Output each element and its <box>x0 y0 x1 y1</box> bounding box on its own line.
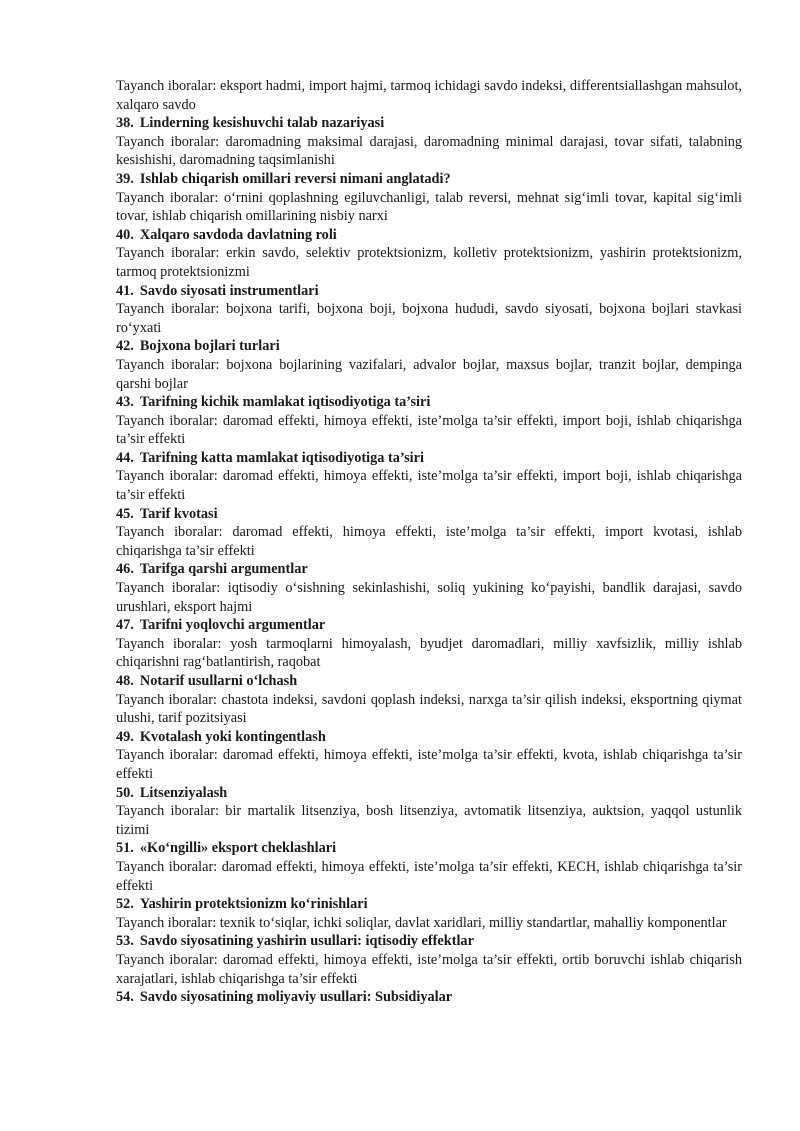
section-keywords: Tayanch iboralar: yosh tarmoqlarni himoyalash, byudjet daromadlari, milliy xavfsizlik, milliy ishlab chiqarishni rag‘batlantirish, raqobat <box>116 635 742 671</box>
section-title: Linderning kesishuvchi talab nazariyasi <box>139 115 385 132</box>
section-keywords: Tayanch iboralar: daromad effekti, himoya effekti, iste’molga ta’sir effekti, import kvotasi, ishlab chiqarishga ta’sir effekti <box>116 524 742 559</box>
section-title: Savdo siyosatining moliyaviy usullari: Subsidiyalar <box>139 989 453 1006</box>
section-keywords: Tayanch iboralar: bir martalik litsenziya, bosh litsenziya, avtomatik litsenziya, auktsion, yaqqol ustunlik tizimi <box>116 803 742 838</box>
section-keywords: Tayanch iboralar: daromad effekti, himoya effekti, iste’molga ta’sir effekti, import boji, ishlab chiqarishga ta’sir effekti <box>116 468 742 504</box>
section-number: 50. <box>116 784 134 801</box>
section-keywords: Tayanch iboralar: bojxona bojlarining vazifalari, advalor bojlar, maxsus bojlar, tranzit bojlar, dempinga qarshi bojlar <box>116 356 742 392</box>
section-heading <box>116 170 742 189</box>
section-heading <box>116 114 742 133</box>
section-item <box>116 337 742 393</box>
section-keywords: Tayanch iboralar: erkin savdo, selektiv protektsionizm, kolletiv protektsionizm, yashirin protektsionizm, tarmoq protektsionizmi <box>116 245 742 280</box>
section-title: Ishlab chiqarish omillari reversi nimani anglatadi? <box>139 170 451 187</box>
section-number: 46. <box>116 561 134 578</box>
section-heading <box>116 505 742 524</box>
section-item <box>116 932 742 988</box>
section-title: Tarifning katta mamlakat iqtisodiyotiga ta’siri <box>139 449 424 466</box>
section-keywords: Tayanch iboralar: daromad effekti, himoya effekti, iste’molga ta’sir effekti, ortib boruvchi ishlab chiqarish xarajatlari, ishlab chiqarishga ta’sir effekti <box>116 951 742 987</box>
section-item <box>116 226 742 282</box>
section-item <box>116 170 742 226</box>
section-number: 42. <box>116 338 134 355</box>
section-item <box>116 895 742 932</box>
section-item <box>116 616 742 672</box>
section-keywords: Tayanch iboralar: iqtisodiy o‘sishning sekinlashishi, soliq yukining ko‘payishi, bandlik darajasi, savdo urushlari, eksport hajmi <box>116 580 742 615</box>
section-item <box>116 728 742 784</box>
section-number: 38. <box>116 115 134 132</box>
section-number: 49. <box>116 728 134 745</box>
section-number: 39. <box>116 170 134 187</box>
section-title: Savdo siyosati instrumentlari <box>139 282 319 299</box>
section-heading <box>116 784 742 803</box>
section-number: 41. <box>116 282 134 299</box>
section-item <box>116 839 742 895</box>
section-item <box>116 282 742 338</box>
section-title: «Ko‘ngilli» eksport cheklashlari <box>139 840 337 857</box>
section-keywords: Tayanch iboralar: bojxona tarifi, bojxona boji, bojxona hududi, savdo siyosati, bojxona bojlari stavkasi ro‘yxati <box>116 301 742 336</box>
section-title: Kvotalash yoki kontingentlash <box>139 728 326 745</box>
section-number: 48. <box>116 673 134 689</box>
section-heading <box>116 988 742 1007</box>
document-page <box>116 77 742 1007</box>
section-item <box>116 988 742 1007</box>
section-title: Tarifning kichik mamlakat iqtisodiyotiga ta’siri <box>139 394 431 411</box>
sections-list <box>116 114 742 1007</box>
section-number: 52. <box>116 896 134 913</box>
section-title: Xalqaro savdoda davlatning roli <box>139 226 337 243</box>
section-heading <box>116 839 742 858</box>
section-title: Yashirin protektsionizm ko‘rinishlari <box>139 896 368 913</box>
section-number: 43. <box>116 394 134 411</box>
section-item <box>116 784 742 840</box>
section-title: Litsenziyalash <box>139 784 228 801</box>
section-title: Notarif usullarni o‘lchash <box>139 673 298 689</box>
section-number: 40. <box>116 226 134 243</box>
section-heading <box>116 337 742 356</box>
section-heading <box>116 616 742 635</box>
section-heading <box>116 672 742 691</box>
section-heading <box>116 282 742 301</box>
section-heading <box>116 226 742 245</box>
section-keywords: Tayanch iboralar: daromad effekti, himoya effekti, iste’molga ta’sir effekti, kvota, ishlab chiqarishga ta’sir effekti <box>116 747 742 782</box>
section-title: Bojxona bojlari turlari <box>139 338 280 355</box>
section-title: Tarifga qarshi argumentlar <box>139 561 308 578</box>
section-item <box>116 449 742 505</box>
section-number: 54. <box>116 989 134 1006</box>
section-number: 47. <box>116 617 134 634</box>
section-keywords: Tayanch iboralar: daromad effekti, himoya effekti, iste’molga ta’sir effekti, KECH, ishlab chiqarishga ta’sir effekti <box>116 858 742 894</box>
section-number: 51. <box>116 840 134 857</box>
intro-keywords: Tayanch iboralar: eksport hadmi, import hajmi, tarmoq ichidagi savdo indeksi, differentsiallashgan mahsulot, xalqaro savdo <box>116 78 742 113</box>
section-number: 44. <box>116 449 134 466</box>
section-keywords: Tayanch iboralar: chastota indeksi, savdoni qoplash indeksi, narxga ta’sir qilish indeksi, eksportning qiymat ulushi, tarif pozitsiyasi <box>116 691 742 727</box>
section-heading <box>116 393 742 412</box>
section-item <box>116 560 742 616</box>
section-number: 53. <box>116 933 134 950</box>
section-title: Tarifni yoqlovchi argumentlar <box>139 617 326 634</box>
section-item <box>116 393 742 449</box>
section-heading <box>116 932 742 951</box>
section-number: 45. <box>116 505 134 522</box>
section-keywords: Tayanch iboralar: daromadning maksimal darajasi, daromadning minimal darajasi, tovar sifati, talabning kesishishi, daromadning taqsimlanishi <box>116 133 742 169</box>
section-title: Savdo siyosatining yashirin usullari: iqtisodiy effektlar <box>139 933 474 950</box>
section-heading <box>116 449 742 468</box>
section-keywords: Tayanch iboralar: daromad effekti, himoya effekti, iste’molga ta’sir effekti, import boji, ishlab chiqarishga ta’sir effekti <box>116 412 742 448</box>
section-heading <box>116 728 742 747</box>
section-item <box>116 672 742 728</box>
section-title: Tarif kvotasi <box>139 505 218 522</box>
section-item <box>116 505 742 561</box>
section-item <box>116 114 742 170</box>
section-keywords: Tayanch iboralar: texnik to‘siqlar, ichki soliqlar, davlat xaridlari, milliy standartlar, mahalliy komponentlar <box>116 914 727 931</box>
section-heading <box>116 560 742 579</box>
section-keywords: Tayanch iboralar: o‘rnini qoplashning egiluvchanligi, talab reversi, mehnat sig‘imli tovar, kapital sig‘imli tovar, ishlab chiqarish omillarining nisbiy narxi <box>116 189 742 225</box>
section-heading <box>116 895 742 914</box>
